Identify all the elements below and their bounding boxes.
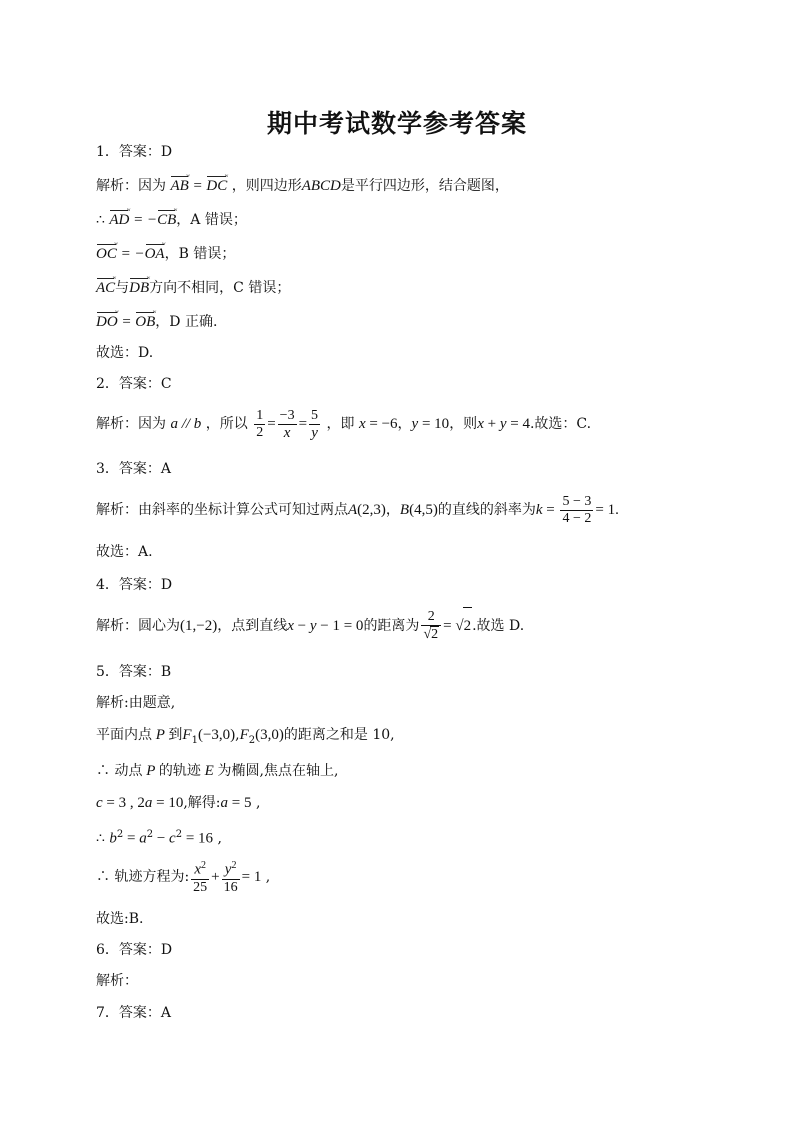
q5-line-5: ∴ $b^2 = a^2 - c^2 = 16$ , xyxy=(96,829,222,847)
q7-answer: 7．答案：A xyxy=(96,1005,172,1021)
q5-line-2: 平面内点 P 到$F_1(-3,0),F_2(3,0)$的距离之和是 10, xyxy=(96,727,395,746)
q1-explanation: 解析：因为 AB ʷ = DC ʷ ，则四边形ABCD是平行四边形，结合题图， xyxy=(96,177,509,195)
q3-answer: 3．答案：A xyxy=(96,461,172,477)
q6-answer: 6．答案：D xyxy=(96,942,173,958)
q5-answer: 5．答案：B xyxy=(96,664,172,680)
page-title: 期中考试数学参考答案 xyxy=(266,109,527,138)
q2-explanation: 解析：因为 a // b ，所以 $\frac{1}{2}$ = $\frac{-3}{x}$ = $\frac{5}{y}$ ，即 x = −6，y = 10，则x + y = 4.故选：C. xyxy=(96,407,592,441)
q2-answer: 2．答案：C xyxy=(96,376,172,392)
q3-choice: 故选：A. xyxy=(96,544,153,560)
q1-answer: 1．答案：D xyxy=(96,144,173,160)
q5-line-4: c = 3 , 2a = 10,解得:a = 5 , xyxy=(96,795,261,811)
q4-answer: 4．答案：D xyxy=(96,577,173,593)
q1-step-2: OC ʷ = −OA ʷ，B 错误； xyxy=(96,245,235,263)
q1-step-1: ∴ AD ʷ = −CB ʷ，A 错误； xyxy=(96,211,247,229)
q5-choice: 故选:B. xyxy=(96,911,144,927)
q3-explanation: 解析：由斜率的坐标计算公式可知过两点A(2,3)，B(4,5)的直线的斜率为k = $\frac{5 - 3}{4 - 2}$ = 1. xyxy=(96,493,619,526)
q5-line-1: 解析:由题意, xyxy=(96,695,176,711)
q1-choice: 故选：D. xyxy=(96,345,154,361)
q5-line-3: ∴ 动点 P 的轨迹 E 为椭圆,焦点在轴上, xyxy=(96,763,339,779)
q1-step-3: AC ʷ与DB ʷ方向不相同，C 错误； xyxy=(96,279,290,297)
q6-explanation: 解析： xyxy=(96,973,138,989)
q1-step-4: DO ʷ = OB ʷ，D 正确. xyxy=(96,313,217,331)
q4-explanation: 解析：圆心为(1,−2)，点到直线x − y − 1 = 0的距离为 $\frac{2}{√2}$ = √2.故选 D. xyxy=(96,609,525,642)
q5-line-6: ∴ 轨迹方程为: $\frac{x^2}{25}$ + $\frac{y^2}{16}$ = 1 , xyxy=(96,860,271,895)
